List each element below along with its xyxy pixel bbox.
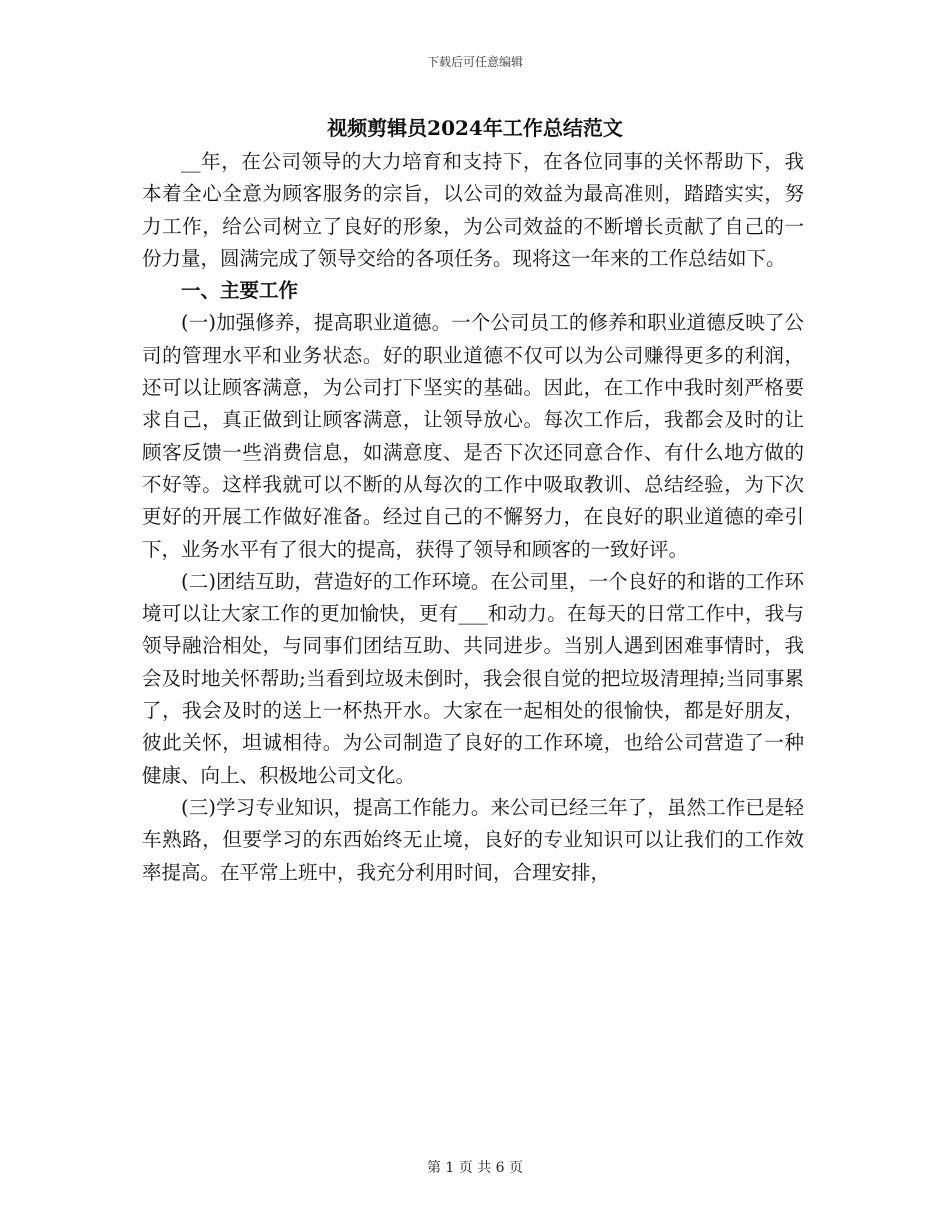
section-heading-main-work: 一、主要工作 [181, 279, 299, 303]
paragraph-teamwork: (二)团结互助，营造好的工作环境。在公司里，一个良好的和谐的工作环境可以让大家工作的更加愉快，更有___和动力。在每天的日常工作中，我与领导融洽相处，与同事们团结互助、共同进步。当别人遇到困难事情时，我会及时地关怀帮助;当看到垃圾未倒时，我会很自觉的把垃圾清理掉;当同事累了，我会及时的送上一杯热开水。大家在一起相处的很愉快，都是好朋友，彼此关怀，坦诚相待。为公司制造了良好的工作环境，也给公司营造了一种健康、向上、积极地公司文化。 [142, 569, 804, 787]
document-title: 视频剪辑员2024年工作总结范文 [327, 116, 623, 140]
document-body [142, 146, 804, 889]
paragraph-professional-ethics: (一)加强修养，提高职业道德。一个公司员工的修养和职业道德反映了公司的管理水平和业务状态。好的职业道德不仅可以为公司赚得更多的利润，还可以让顾客满意，为公司打下坚实的基础。因此，在工作中我时刻严格要求自己，真正做到让顾客满意，让领导放心。每次工作后，我都会及时的让顾客反馈一些消费信息，如满意度、是否下次还同意合作、有什么地方做的不好等。这样我就可以不断的从每次的工作中吸取教训、总结经验，为下次更好的开展工作做好准备。经过自己的不懈努力，在良好的职业道德的牵引下，业务水平有了很大的提高，获得了领导和顾客的一致好评。 [142, 311, 804, 561]
paragraph-professional-knowledge: (三)学习专业知识，提高工作能力。来公司已经三年了，虽然工作已是轻车熟路，但要学习的东西始终无止境，良好的专业知识可以让我们的工作效率提高。在平常上班中，我充分利用时间，合理安排， [142, 795, 804, 884]
header-note: 下载后可任意编辑 [426, 55, 523, 69]
intro-paragraph: __年，在公司领导的大力培育和支持下，在各位同事的关怀帮助下，我本着全心全意为顾客服务的宗旨，以公司的效益为最高准则，踏踏实实，努力工作，给公司树立了良好的形象，为公司效益的不断增长贡献了自己的一份力量，圆满完成了领导交给的各项任务。现将这一年来的工作总结如下。 [142, 150, 804, 270]
page-number: 第 1 页 共 6 页 [426, 1160, 524, 1176]
